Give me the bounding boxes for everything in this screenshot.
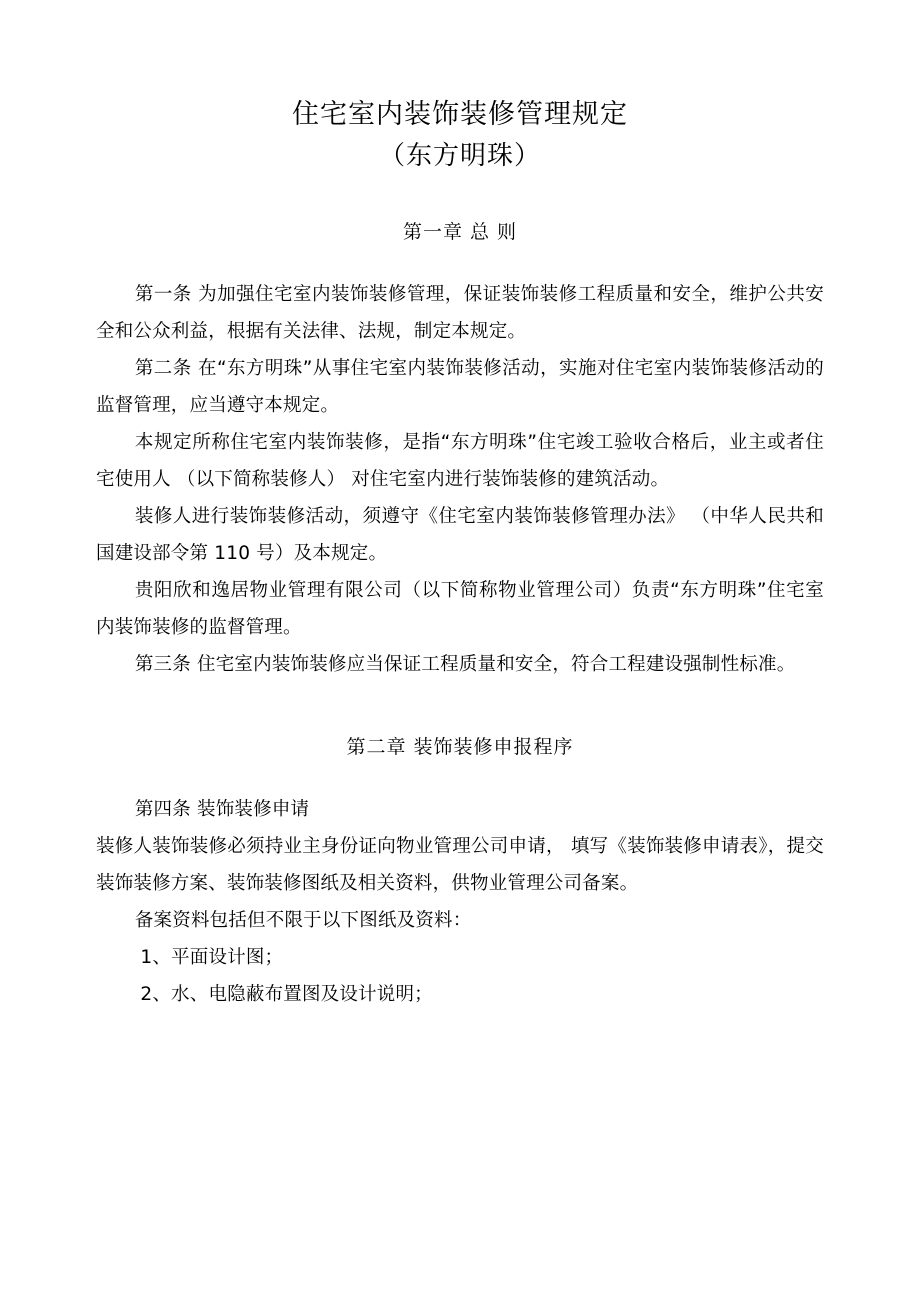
- paragraph: 装修人进行装饰装修活动，须遵守《住宅室内装饰装修管理办法》 （中华人民共和国建设部令第 110 号）及本规定。: [96, 506, 824, 564]
- paragraph: 第三条 住宅室内装饰装修应当保证工程质量和安全，符合工程建设强制性标准。: [134, 654, 796, 675]
- paragraph: 备案资料包括但不限于以下图纸及资料：: [134, 910, 472, 931]
- paragraph: 装修人装饰装修必须持业主身份证向物业管理公司申请， 填写《装饰装修申请表》，提交装饰装修方案、装饰装修图纸及相关资料，供物业管理公司备案。: [96, 836, 824, 894]
- document-subtitle: （东方明珠）: [378, 141, 541, 171]
- paragraph: 第一条 为加强住宅室内装饰装修管理，保证装饰装修工程质量和安全，维护公共安全和公众利益，根据有关法律、法规，制定本规定。: [96, 284, 824, 342]
- paragraph: 第二条 在“东方明珠”从事住宅室内装饰装修活动，实施对住宅室内装饰装修活动的监督管理，应当遵守本规定。: [96, 358, 824, 416]
- paragraph: 第四条 装饰装修申请: [134, 799, 310, 820]
- list-item: 2、水、电隐蔽布置图及设计说明；: [140, 984, 433, 1005]
- paragraph: 贵阳欣和逸居物业管理有限公司（以下简称物业管理公司）负责“东方明珠”住宅室内装饰装修的监督管理。: [96, 580, 824, 638]
- chapter-one-heading: 第一章 总 则: [402, 221, 518, 243]
- chapter-two-heading: 第二章 装饰装修申报程序: [346, 736, 574, 758]
- list-item: 1、平面设计图；: [140, 947, 284, 968]
- document-title: 住宅室内装饰装修管理规定: [292, 99, 628, 130]
- paragraph: 本规定所称住宅室内装饰装修，是指“东方明珠”住宅竣工验收合格后，业主或者住宅使用人 （以下简称装修人） 对住宅室内进行装饰装修的建筑活动。: [96, 432, 824, 490]
- chapter-two-body: [96, 791, 824, 1013]
- chapter-one-body: [96, 276, 824, 683]
